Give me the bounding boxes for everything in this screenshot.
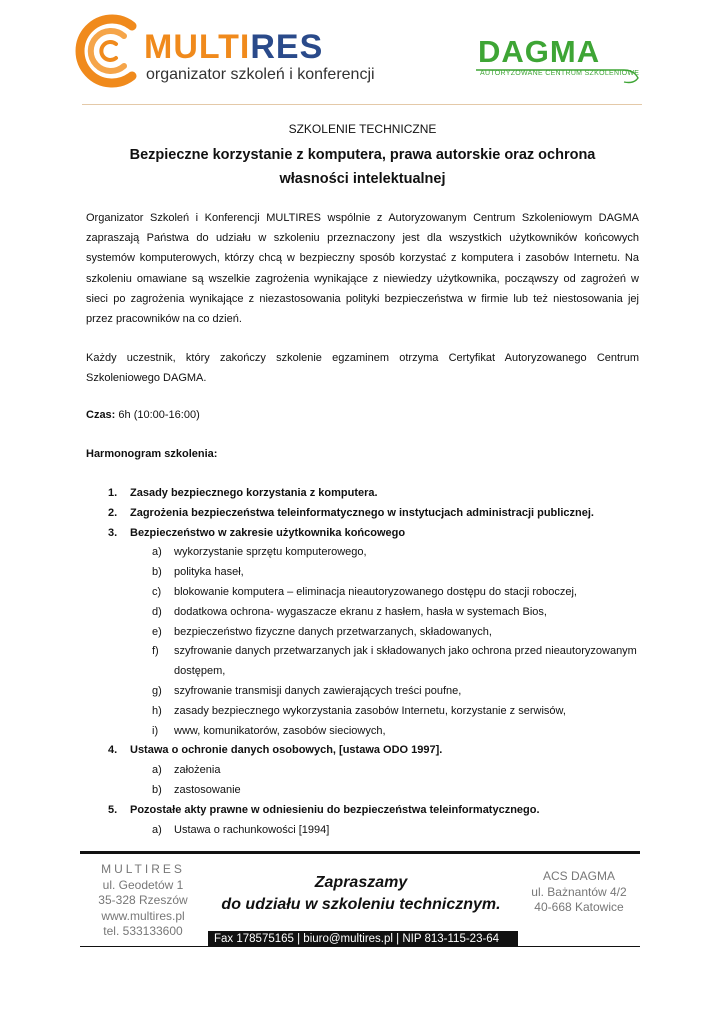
duration-value: 6h (10:00-16:00) <box>118 409 200 421</box>
agenda-subitem <box>86 642 646 682</box>
agenda-subitem-letter: a) <box>152 823 162 836</box>
footer-multires-street: ul. Geodetów 1 <box>102 877 184 892</box>
agenda-subitem <box>86 543 646 563</box>
agenda-subitem-text: wykorzystanie sprzętu komputerowego, <box>174 546 367 559</box>
agenda-item-text: Pozostałe akty prawne w odniesieniu do bezpieczeństwa teleinformatycznego. <box>130 803 540 816</box>
agenda-subitem <box>86 821 646 841</box>
agenda-subitem-letter: c) <box>152 585 162 598</box>
agenda-item <box>86 741 646 761</box>
agenda-subitem-text: założenia <box>174 764 221 777</box>
agenda-subitem-letter: a) <box>152 546 162 559</box>
agenda-subitem-text: szyfrowanie danych przetwarzanych jak i składowanych jako ochrona przed nieautoryzowanym dostępem, <box>174 645 637 678</box>
agenda-subitem <box>86 563 646 583</box>
footer-multires-phone: tel. 533133600 <box>103 924 183 939</box>
agenda-item-text: Zasady bezpiecznego korzystania z komputera. <box>130 487 378 499</box>
footer-dagma-street: ul. Bażnantów 4/2 <box>531 884 627 899</box>
document-title: Bezpieczne korzystanie z komputera, prawa autorskie oraz ochrona własności intelektualnej <box>129 147 596 187</box>
dagma-wordmark: DAGMA <box>478 34 601 69</box>
agenda-subitem-letter: h) <box>152 704 162 717</box>
agenda-subitem-letter: g) <box>152 684 162 697</box>
duration-label: Czas: <box>86 409 116 421</box>
agenda-subitem-text: polityka haseł, <box>174 566 244 579</box>
dagma-subtitle: AUTORYZOWANE CENTRUM SZKOLENIOWE <box>480 70 640 77</box>
agenda-item-number: 2. <box>108 506 118 519</box>
agenda-item <box>86 504 646 524</box>
agenda-subitem-text: Ustawa o rachunkowości [1994] <box>174 823 330 836</box>
agenda-subitem-letter: d) <box>152 605 162 618</box>
agenda-item <box>86 484 646 504</box>
agenda-subitem-text: zastosowanie <box>174 783 241 796</box>
agenda-subitem <box>86 781 646 801</box>
footer-dagma-city: 40-668 Katowice <box>534 900 624 915</box>
footer-multires-address <box>80 862 206 940</box>
agenda-item <box>86 524 646 544</box>
agenda-item-number: 4. <box>108 744 118 757</box>
agenda-subitem <box>86 702 646 722</box>
footer-dagma-address <box>520 869 638 916</box>
multires-wordmark: MULTIRES <box>144 28 324 66</box>
footer-multires-city: 35-328 Rzeszów <box>98 893 188 908</box>
agenda-subitem-text: bezpieczeństwo fizyczne danych przetwarzanych, składowanych, <box>174 625 492 638</box>
agenda-item-number: 5. <box>108 803 118 816</box>
agenda-subitem <box>86 603 646 623</box>
duration-line <box>86 409 200 421</box>
agenda-list <box>86 484 646 840</box>
agenda-subitem <box>86 583 646 603</box>
agenda-subitem <box>86 623 646 643</box>
footer-invitation-line2: do udziału w szkoleniu technicznym. <box>221 896 501 913</box>
agenda-item-text: Zagrożenia bezpieczeństwa teleinformatycznego w instytucjach administracji publicznej. <box>130 506 594 519</box>
agenda-subitem-text: dodatkowa ochrona- wygaszacze ekranu z hasłem, hasła w systemach Bios, <box>174 605 547 618</box>
header-divider <box>82 104 642 105</box>
agenda-subitem-text: www, komunikatorów, zasobów sieciowych, <box>174 724 386 737</box>
dagma-logo <box>474 36 644 90</box>
multires-tagline: organizator szkoleń i konferencji <box>146 66 375 83</box>
document-kind: SZKOLENIE TECHNICZNE <box>288 122 437 136</box>
agenda-item-number: 1. <box>108 487 118 499</box>
footer-multires-website: www.multires.pl <box>101 908 185 923</box>
footer-invitation-line1: Zapraszamy <box>314 874 408 891</box>
agenda-heading: Harmonogram szkolenia: <box>86 448 218 460</box>
intro-paragraph: Organizator Szkoleń i Konferencji MULTIRES wspólnie z Autoryzowanym Centrum Szkoleniowym DAGMA zapraszają Państwa do udziału w szkoleniu przeznaczony jest dla wszystkich użytkowników końcowych systemów komputerowych, którzy chcą w bezpieczny sposób korzystać z komputera i zasobów Internetu. Na szkoleniu omawiane są wszelkie zagrożenia wynikające z niewiedzy użytkownika, począwszy od zagrożeń w sieci po zagrożenia wynikające z niezastosowania polityki bezpieczeństwa w firmie lub też niestosowania jej przez pracowników na co dzień. <box>86 212 639 326</box>
footer-contact-bar: Fax 178575165 | biuro@multires.pl | NIP 813-115-23-64 <box>208 931 518 947</box>
multires-logo <box>70 14 375 90</box>
footer-invitation <box>216 872 506 916</box>
agenda-subitem-letter: e) <box>152 625 162 638</box>
footer-divider <box>80 851 640 854</box>
agenda-subitem-letter: b) <box>152 566 162 579</box>
agenda-subitem-text: szyfrowanie transmisji danych zawierających treści poufne, <box>174 684 462 697</box>
footer-multires-name: MULTIRES <box>101 862 185 876</box>
agenda-subitem-text: blokowanie komputera – eliminacja nieautoryzowanego dostępu do stacji roboczej, <box>174 585 577 598</box>
agenda-subitem-letter: b) <box>152 783 162 796</box>
agenda-item-text: Ustawa o ochronie danych osobowych, [ustawa ODO 1997]. <box>130 744 443 757</box>
agenda-subitem-letter: f) <box>152 645 159 658</box>
agenda-subitem-text: zasady bezpiecznego wykorzystania zasobów Internetu, korzystanie z serwisów, <box>174 704 566 717</box>
agenda-item-number: 3. <box>108 526 118 539</box>
agenda-subitem <box>86 761 646 781</box>
agenda-subitem <box>86 682 646 702</box>
agenda-subitem-letter: i) <box>152 724 159 737</box>
footer-bottom-divider <box>80 946 640 947</box>
multires-swirl-icon <box>70 14 142 88</box>
agenda-item-text: Bezpieczeństwo w zakresie użytkownika końcowego <box>130 526 406 539</box>
agenda-item <box>86 801 646 821</box>
footer-dagma-name: ACS DAGMA <box>542 869 615 883</box>
agenda-subitem <box>86 722 646 742</box>
agenda-subitem-letter: a) <box>152 764 162 777</box>
certificate-paragraph: Każdy uczestnik, który zakończy szkolenie egzaminem otrzyma Certyfikat Autoryzowanego Centrum Szkoleniowego DAGMA. <box>86 352 639 385</box>
